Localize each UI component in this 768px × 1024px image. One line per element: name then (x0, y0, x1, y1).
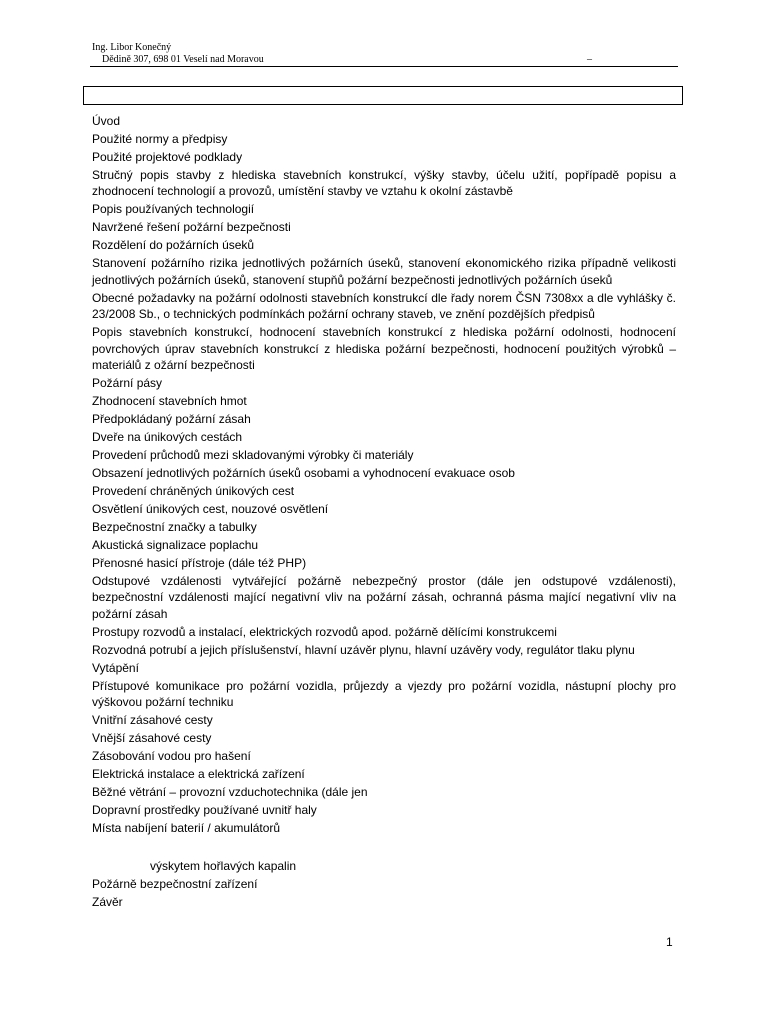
toc-item[interactable]: Běžné větrání – provozní vzduchotechnika (dále jen (92, 785, 368, 800)
toc-item[interactable]: Dveře na únikových cestách (92, 430, 243, 445)
header-divider (90, 66, 678, 67)
page-number: 1 (666, 935, 673, 949)
toc-item[interactable]: Úvod (92, 114, 121, 128)
toc-item[interactable]: Bezpečnostní značky a tabulky (92, 520, 257, 535)
toc-item[interactable]: Obecné požadavky na požární odolnosti stavebních konstrukcí dle řady norem ČSN 7308xx a dle vyhlášky č. 23/2008 Sb., o technických podmínkách požární ochrany staveb, ve znění pozdějších předpisů (92, 290, 676, 322)
toc-item[interactable]: Vnitřní zásahové cesty (92, 713, 213, 728)
toc-item[interactable]: Zásobování vodou pro hašení (92, 749, 251, 764)
toc-item[interactable]: Rozvodná potrubí a jejich příslušenství, hlavní uzávěr plynu, hlavní uzávěry vody, regulátor tlaku plynu (92, 642, 635, 657)
toc-item[interactable]: Použité projektové podklady (92, 150, 243, 164)
toc-item[interactable]: Vnější zásahové cesty (92, 731, 212, 746)
toc-item[interactable]: Osvětlení únikových cest, nouzové osvětlení (92, 502, 329, 517)
toc-item[interactable]: Rozdělení do požárních úseků (92, 238, 255, 253)
toc-item[interactable]: Vytápění (92, 660, 139, 675)
toc-item[interactable]: Požárně bezpečnostní zařízení (92, 877, 258, 892)
table-of-contents (92, 113, 676, 912)
author-address: Dědině 307, 698 01 Veselí nad Moravou (102, 54, 264, 65)
toc-item[interactable]: Provedení chráněných únikových cest (92, 484, 295, 499)
toc-item[interactable]: Navržené řešení požární bezpečnosti (92, 220, 291, 235)
toc-item-indented[interactable]: výskytem hořlavých kapalin (150, 859, 297, 874)
toc-item[interactable]: Místa nabíjení baterií / akumulátorů (92, 821, 281, 836)
page-header (92, 42, 678, 66)
toc-item[interactable]: Popis stavebních konstrukcí, hodnocení stavebních konstrukcí z hlediska požární odolnosti, hodnocení povrchových úprav stavebních konstrukcí z hlediska požární bezpečnosti, hodnocení použitých výrobků – materiálů z ožární bezpečnosti (92, 325, 676, 373)
toc-item[interactable]: Závěr (92, 895, 123, 910)
author-name: Ing. Libor Konečný (92, 42, 172, 53)
toc-item[interactable]: Požární pásy (92, 376, 163, 391)
toc-item[interactable]: Použité normy a předpisy (92, 132, 228, 146)
title-box (83, 86, 683, 105)
toc-item[interactable]: Akustická signalizace poplachu (92, 538, 259, 553)
toc-item[interactable]: Odstupové vzdálenosti vytvářející požárně nebezpečný prostor (dále jen odstupové vzdálenosti), bezpečnostní vzdálenosti mající negativní vliv na požární zásah, ochranná pásma mající negativní vliv na požární zásah (92, 574, 676, 621)
toc-gap (92, 838, 676, 858)
toc-item[interactable]: Dopravní prostředky používané uvnitř haly (92, 803, 317, 818)
toc-item[interactable]: Přístupové komunikace pro požární vozidla, průjezdy a vjezdy pro požární vozidla, nástupní plochy pro výškovou požární techniku (92, 678, 676, 710)
toc-item[interactable]: Provedení průchodů mezi skladovanými výrobky či materiály (92, 448, 414, 463)
toc-item[interactable]: Popis používaných technologií (92, 202, 255, 217)
toc-item[interactable]: Stanovení požárního rizika jednotlivých požárních úseků, stanovení ekonomického rizika případně velikosti jednotlivých požárních úseků, stanovení stupňů požární bezpečnosti jednotlivých požárních úseků (92, 256, 676, 287)
toc-item[interactable]: Přenosné hasicí přístroje (dále též PHP) (92, 556, 307, 571)
toc-item[interactable]: Obsazení jednotlivých požárních úseků osobami a vyhodnocení evakuace osob (92, 466, 515, 481)
toc-item[interactable]: Stručný popis stavby z hlediska stavebních konstrukcí, výšky stavby, účelu užití, popřípadě popisu a zhodnocení technologií a provozů, umístění stavby ve vztahu k okolní zástavbě (92, 168, 676, 199)
toc-item[interactable]: Zhodnocení stavebních hmot (92, 394, 247, 409)
toc-item[interactable]: Předpokládaný požární zásah (92, 412, 251, 427)
toc-item[interactable]: Elektrická instalace a elektrická zařízení (92, 767, 305, 782)
toc-item[interactable]: Prostupy rozvodů a instalací, elektrických rozvodů apod. požárně dělícími konstrukcemi (92, 624, 557, 639)
header-dash: – (587, 54, 592, 65)
